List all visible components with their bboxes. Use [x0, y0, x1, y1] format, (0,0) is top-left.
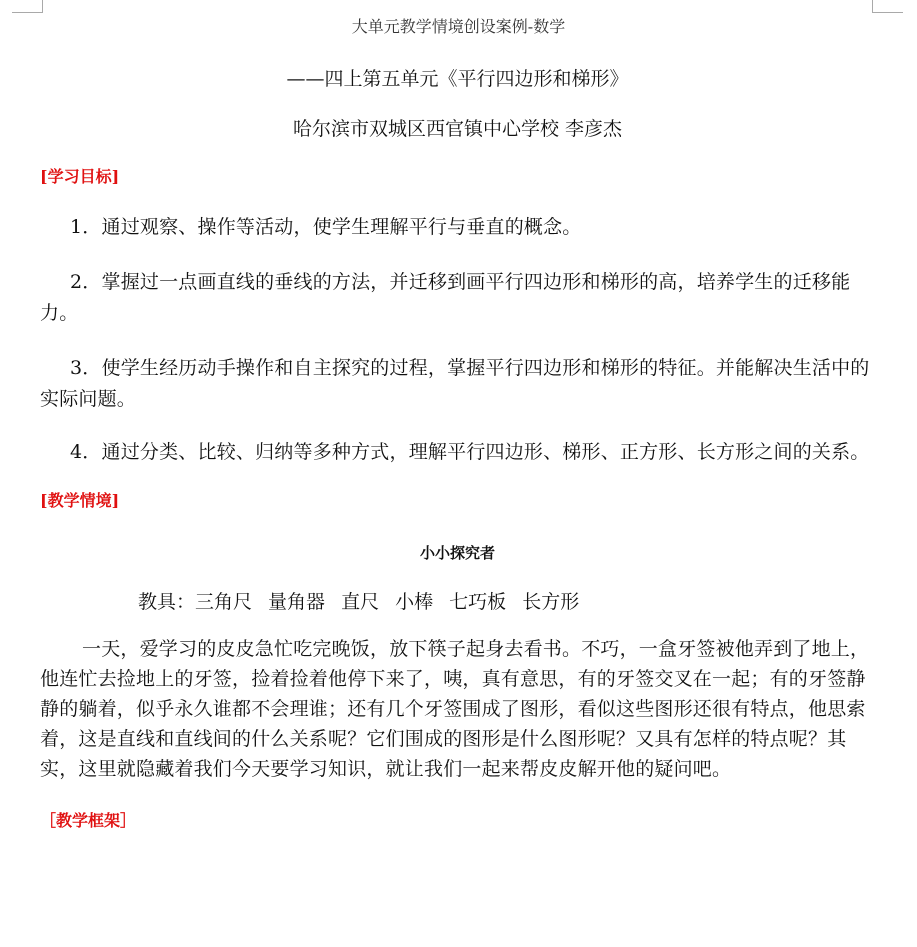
document-author: 哈尔滨市双城区西官镇中心学校 李彦杰: [292, 118, 623, 140]
goal-item-3: 3．使学生经历动手操作和自主探究的过程，掌握平行四边形和梯形的特征。并能解决生活中的实际问题。: [40, 357, 870, 410]
scenario-title: 小小探究者: [419, 544, 495, 562]
page-corner-mark-right: [872, 0, 903, 13]
scenario-story: 一天，爱学习的皮皮急忙吃完晚饭，放下筷子起身去看书。不巧，一盒牙签被他弄到了地上，他连忙去捡地上的牙签，捡着捡着他停下来了，咦，真有意思，有的牙签交叉在一起；有的牙签静静的躺着，似乎永久谁都不会理谁；还有几个牙签围成了图形，看似这些图形还很有特点，他思索着，这是直线和直线间的什么关系呢？它们围成的图形是什么图形呢？又具有怎样的特点呢？其实，这里就隐藏着我们今天要学习知识，就让我们一起来帮皮皮解开他的疑问吧。: [40, 638, 870, 780]
section-label-goals: [学习目标]: [40, 167, 120, 186]
section-label-scenario: [教学情境]: [40, 491, 120, 510]
teaching-tools: 教具：三角尺 量角器 直尺 小棒 七巧板 长方形: [138, 591, 580, 613]
page-corner-mark-left: [12, 0, 43, 13]
document-body: [40, 56, 875, 832]
goal-item-1: 1．通过观察、操作等活动，使学生理解平行与垂直的概念。: [70, 216, 582, 238]
goal-item-4: 4．通过分类、比较、归纳等多种方式，理解平行四边形、梯形、正方形、长方形之间的关系。: [70, 441, 870, 463]
goal-item-2: 2．掌握过一点画直线的垂线的方法，并迁移到画平行四边形和梯形的高，培养学生的迁移能力。: [40, 271, 851, 324]
document-subtitle: ——四上第五单元《平行四边形和梯形》: [286, 68, 629, 90]
running-header: 大单元教学情境创设案例-数学: [351, 17, 566, 36]
section-label-framework: ［教学框架］: [40, 811, 137, 830]
